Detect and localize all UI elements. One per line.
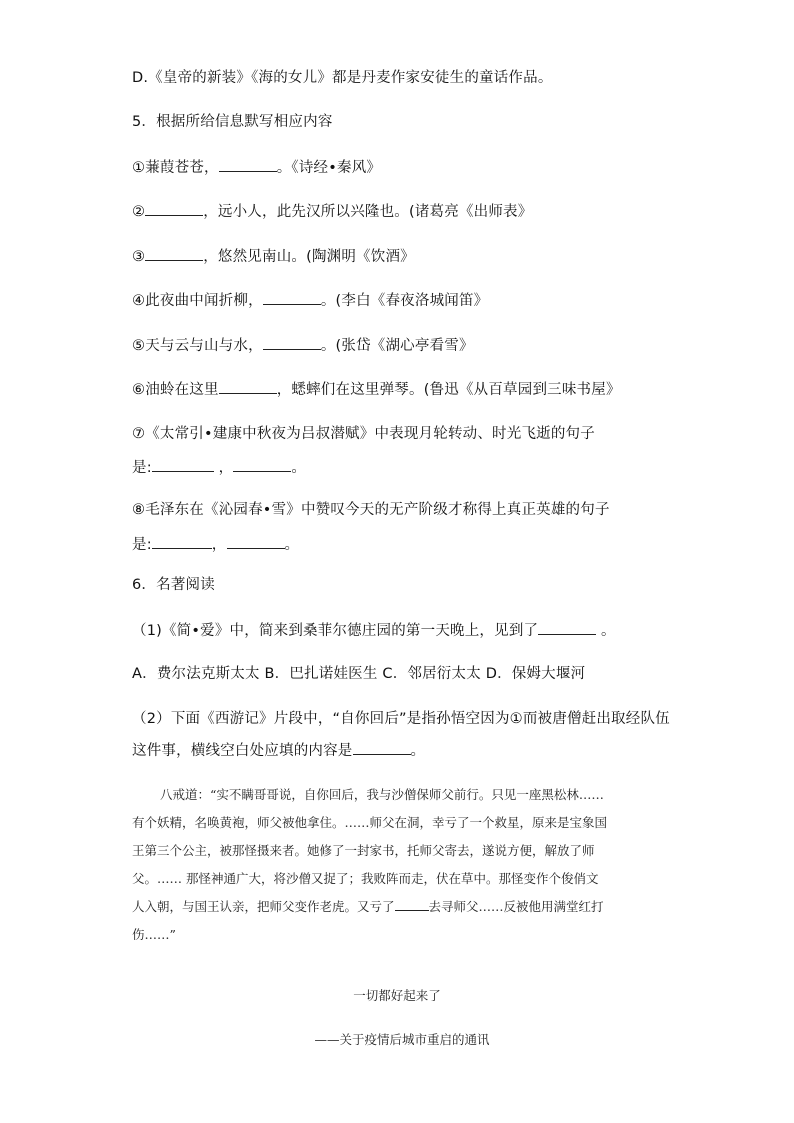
- question-5-title: 5．根据所给信息默写相应内容: [132, 114, 333, 130]
- blank: [227, 534, 285, 549]
- q6-part-2: （2）下面《西游记》片段中，“自你回后”是指孙悟空因为①而被唐僧赶出取经队伍: [132, 711, 670, 727]
- blank: [263, 335, 321, 350]
- q6-part-2-answer: 这件事，横线空白处应填的内容是 。: [132, 740, 425, 761]
- question-6-title: 6．名著阅读: [132, 577, 215, 593]
- article-title: 一切都好起来了: [353, 988, 441, 1003]
- blank: [233, 457, 291, 472]
- q5-item-1: ①蒹葭苍苍， 。《诗经•秦风》: [132, 157, 381, 178]
- q5-item-6: ⑥油蛉在这里 ，蟋蟀们在这里弹琴。(鲁迅《从百草园到三味书屋》: [132, 379, 621, 400]
- blank: [219, 379, 277, 394]
- q5-item-7-answer: 是: ， 。: [132, 457, 306, 478]
- q5-item-8-answer: 是: ， 。: [132, 534, 299, 555]
- option-d: D.《皇帝的新装》《海的女儿》都是丹麦作家安徒生的童话作品。: [132, 70, 553, 86]
- q5-item-2: ② ，远小人，此先汉所以兴隆也。(诸葛亮《出师表》: [132, 201, 532, 222]
- excerpt-line: 王第三个公主，被那怪摄来者。她修了一封家书，托师父寄去，遂说方便，解放了师: [132, 843, 595, 858]
- blank: [145, 246, 203, 261]
- blank: [152, 534, 212, 549]
- blank: [353, 740, 411, 755]
- xiyouji-excerpt: [132, 781, 662, 949]
- blank: [219, 157, 277, 172]
- q6-part-1: （1)《简•爱》中，简来到桑菲尔德庄园的第一天晚上，见到了 。: [132, 620, 616, 641]
- q6-part-1-options: A．费尔法克斯太太 B．巴扎诺娃医生 C．邻居衍太太 D．保姆大堰河: [132, 666, 586, 682]
- excerpt-line: 伤……”: [132, 927, 176, 942]
- q5-item-4: ④此夜曲中闻折柳， 。(李白《春夜洛城闻笛》: [132, 290, 488, 311]
- q5-item-3: ③ ，悠然见南山。(陶渊明《饮酒》: [132, 246, 415, 267]
- blank: [263, 290, 321, 305]
- blank: [395, 898, 429, 911]
- excerpt-line: 父。…… 那怪神通广大，将沙僧又捉了；我败阵而走，伏在草中。那怪变作个俊俏文: [132, 871, 599, 886]
- excerpt-line: 有个妖精，名唤黄袍，师父被他拿住。……师父在洞，幸亏了一个救星，原来是宝象国: [132, 815, 608, 830]
- blank: [538, 620, 596, 635]
- q5-item-8: ⑧毛泽东在《沁园春•雪》中赞叹今天的无产阶级才称得上真正英雄的句子: [132, 502, 610, 518]
- q5-item-7: ⑦《太常引•建康中秋夜为吕叔潜赋》中表现月轮转动、时光飞逝的句子: [132, 426, 595, 442]
- blank: [145, 201, 203, 216]
- q5-item-5: ⑤天与云与山与水， 。(张岱《湖心亭看雪》: [132, 335, 474, 356]
- excerpt-line: 八戒道：“实不瞒哥哥说，自你回后，我与沙僧保师父前行。只见一座黑松林……: [160, 787, 604, 802]
- excerpt-line: 人入朝，与国王认亲，把师父变作老虎。又亏了 去寻师父……反被他用满堂红打: [132, 899, 604, 914]
- blank: [152, 457, 214, 472]
- article-subtitle: ——关于疫情后城市重启的通讯: [314, 1032, 490, 1047]
